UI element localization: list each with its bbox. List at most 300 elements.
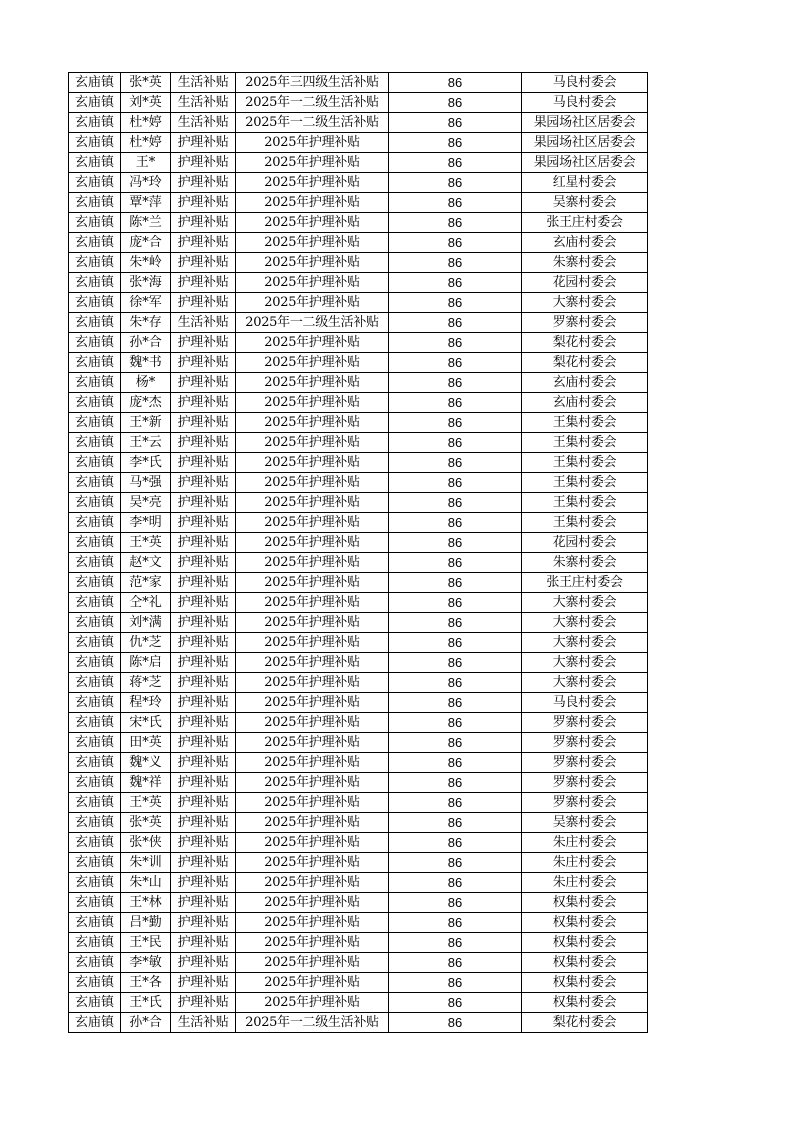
- cell-subsidy-type: 护理补贴: [171, 713, 236, 733]
- cell-name: 杜*婷: [121, 133, 171, 153]
- cell-town: 玄庙镇: [69, 693, 121, 713]
- cell-name: 李*明: [121, 513, 171, 533]
- cell-committee: 罗寨村委会: [522, 753, 648, 773]
- cell-town: 玄庙镇: [69, 313, 121, 333]
- cell-amount: 86: [389, 133, 522, 153]
- cell-town: 玄庙镇: [69, 153, 121, 173]
- cell-committee: 果园场社区居委会: [522, 153, 648, 173]
- cell-amount: 86: [389, 693, 522, 713]
- cell-town: 玄庙镇: [69, 73, 121, 93]
- cell-committee: 权集村委会: [522, 893, 648, 913]
- cell-subsidy-type: 护理补贴: [171, 233, 236, 253]
- table-row: [69, 593, 648, 613]
- cell-town: 玄庙镇: [69, 993, 121, 1013]
- table-row: [69, 733, 648, 753]
- cell-committee: 大寨村委会: [522, 593, 648, 613]
- cell-amount: 86: [389, 953, 522, 973]
- cell-subsidy-type: 护理补贴: [171, 813, 236, 833]
- cell-subsidy-type: 护理补贴: [171, 793, 236, 813]
- cell-name: 王*: [121, 153, 171, 173]
- cell-town: 玄庙镇: [69, 253, 121, 273]
- cell-subsidy-type: 生活补贴: [171, 1013, 236, 1033]
- cell-town: 玄庙镇: [69, 953, 121, 973]
- cell-subsidy-item: 2025年护理补贴: [236, 933, 389, 953]
- cell-subsidy-item: 2025年护理补贴: [236, 613, 389, 633]
- cell-amount: 86: [389, 233, 522, 253]
- cell-committee: 玄庙村委会: [522, 233, 648, 253]
- cell-subsidy-item: 2025年护理补贴: [236, 213, 389, 233]
- cell-name: 庞*杰: [121, 393, 171, 413]
- table-row: [69, 533, 648, 553]
- cell-town: 玄庙镇: [69, 893, 121, 913]
- cell-subsidy-item: 2025年护理补贴: [236, 993, 389, 1013]
- cell-subsidy-type: 护理补贴: [171, 593, 236, 613]
- cell-committee: 玄庙村委会: [522, 373, 648, 393]
- cell-subsidy-type: 护理补贴: [171, 513, 236, 533]
- cell-subsidy-item: 2025年护理补贴: [236, 653, 389, 673]
- cell-subsidy-type: 护理补贴: [171, 533, 236, 553]
- cell-amount: 86: [389, 433, 522, 453]
- cell-committee: 张王庄村委会: [522, 213, 648, 233]
- cell-name: 朱*训: [121, 853, 171, 873]
- cell-committee: 大寨村委会: [522, 673, 648, 693]
- cell-subsidy-type: 护理补贴: [171, 753, 236, 773]
- cell-subsidy-item: 2025年护理补贴: [236, 493, 389, 513]
- cell-subsidy-type: 护理补贴: [171, 353, 236, 373]
- cell-amount: 86: [389, 273, 522, 293]
- cell-name: 王*各: [121, 973, 171, 993]
- cell-subsidy-type: 护理补贴: [171, 933, 236, 953]
- table-row: [69, 373, 648, 393]
- cell-subsidy-type: 护理补贴: [171, 553, 236, 573]
- cell-subsidy-type: 护理补贴: [171, 253, 236, 273]
- cell-subsidy-type: 护理补贴: [171, 833, 236, 853]
- cell-committee: 罗寨村委会: [522, 713, 648, 733]
- cell-town: 玄庙镇: [69, 233, 121, 253]
- cell-town: 玄庙镇: [69, 373, 121, 393]
- cell-amount: 86: [389, 833, 522, 853]
- cell-subsidy-item: 2025年护理补贴: [236, 413, 389, 433]
- cell-amount: 86: [389, 253, 522, 273]
- cell-subsidy-item: 2025年一二级生活补贴: [236, 93, 389, 113]
- cell-subsidy-type: 护理补贴: [171, 973, 236, 993]
- table-row: [69, 1013, 648, 1033]
- cell-subsidy-type: 护理补贴: [171, 993, 236, 1013]
- cell-town: 玄庙镇: [69, 113, 121, 133]
- cell-name: 徐*军: [121, 293, 171, 313]
- table-row: [69, 853, 648, 873]
- cell-amount: 86: [389, 153, 522, 173]
- cell-subsidy-type: 护理补贴: [171, 133, 236, 153]
- cell-name: 王*新: [121, 413, 171, 433]
- cell-committee: 王集村委会: [522, 453, 648, 473]
- cell-subsidy-type: 护理补贴: [171, 693, 236, 713]
- cell-committee: 玄庙村委会: [522, 393, 648, 413]
- cell-committee: 朱庄村委会: [522, 873, 648, 893]
- cell-amount: 86: [389, 733, 522, 753]
- cell-committee: 吴寨村委会: [522, 813, 648, 833]
- table-row: [69, 73, 648, 93]
- cell-committee: 红星村委会: [522, 173, 648, 193]
- cell-town: 玄庙镇: [69, 353, 121, 373]
- table-row: [69, 933, 648, 953]
- cell-amount: 86: [389, 533, 522, 553]
- cell-subsidy-item: 2025年护理补贴: [236, 273, 389, 293]
- cell-subsidy-type: 护理补贴: [171, 433, 236, 453]
- cell-amount: 86: [389, 573, 522, 593]
- table-row: [69, 473, 648, 493]
- cell-town: 玄庙镇: [69, 213, 121, 233]
- subsidy-table: [68, 72, 648, 1033]
- cell-town: 玄庙镇: [69, 393, 121, 413]
- cell-committee: 王集村委会: [522, 473, 648, 493]
- cell-name: 孙*合: [121, 1013, 171, 1033]
- cell-committee: 大寨村委会: [522, 633, 648, 653]
- cell-name: 田*英: [121, 733, 171, 753]
- table-row: [69, 693, 648, 713]
- cell-amount: 86: [389, 1013, 522, 1033]
- table-row: [69, 813, 648, 833]
- cell-subsidy-item: 2025年护理补贴: [236, 953, 389, 973]
- table-row: [69, 773, 648, 793]
- cell-amount: 86: [389, 513, 522, 533]
- cell-town: 玄庙镇: [69, 973, 121, 993]
- cell-amount: 86: [389, 933, 522, 953]
- table-row: [69, 233, 648, 253]
- cell-subsidy-item: 2025年护理补贴: [236, 913, 389, 933]
- cell-amount: 86: [389, 913, 522, 933]
- table-row: [69, 193, 648, 213]
- cell-name: 孙*合: [121, 333, 171, 353]
- table-row: [69, 253, 648, 273]
- cell-committee: 大寨村委会: [522, 613, 648, 633]
- cell-committee: 权集村委会: [522, 973, 648, 993]
- cell-town: 玄庙镇: [69, 1013, 121, 1033]
- cell-town: 玄庙镇: [69, 613, 121, 633]
- cell-town: 玄庙镇: [69, 513, 121, 533]
- table-row: [69, 833, 648, 853]
- table-row: [69, 433, 648, 453]
- cell-subsidy-item: 2025年护理补贴: [236, 893, 389, 913]
- cell-town: 玄庙镇: [69, 473, 121, 493]
- cell-town: 玄庙镇: [69, 593, 121, 613]
- cell-town: 玄庙镇: [69, 493, 121, 513]
- cell-amount: 86: [389, 73, 522, 93]
- cell-amount: 86: [389, 673, 522, 693]
- cell-name: 程*玲: [121, 693, 171, 713]
- cell-name: 王*林: [121, 893, 171, 913]
- cell-subsidy-item: 2025年护理补贴: [236, 573, 389, 593]
- cell-amount: 86: [389, 93, 522, 113]
- cell-committee: 大寨村委会: [522, 293, 648, 313]
- cell-town: 玄庙镇: [69, 713, 121, 733]
- cell-town: 玄庙镇: [69, 533, 121, 553]
- table-row: [69, 513, 648, 533]
- table-row: [69, 633, 648, 653]
- cell-committee: 权集村委会: [522, 933, 648, 953]
- cell-amount: 86: [389, 853, 522, 873]
- table-row: [69, 613, 648, 633]
- cell-subsidy-item: 2025年护理补贴: [236, 293, 389, 313]
- cell-committee: 马良村委会: [522, 73, 648, 93]
- cell-subsidy-item: 2025年护理补贴: [236, 453, 389, 473]
- cell-name: 吴*亮: [121, 493, 171, 513]
- cell-committee: 权集村委会: [522, 913, 648, 933]
- table-body: [69, 73, 648, 1033]
- cell-amount: 86: [389, 213, 522, 233]
- cell-amount: 86: [389, 353, 522, 373]
- table-row: [69, 493, 648, 513]
- cell-amount: 86: [389, 893, 522, 913]
- cell-subsidy-type: 护理补贴: [171, 393, 236, 413]
- cell-town: 玄庙镇: [69, 93, 121, 113]
- cell-name: 宋*氏: [121, 713, 171, 733]
- cell-name: 刘*英: [121, 93, 171, 113]
- cell-subsidy-item: 2025年护理补贴: [236, 553, 389, 573]
- cell-subsidy-item: 2025年护理补贴: [236, 153, 389, 173]
- cell-subsidy-item: 2025年护理补贴: [236, 253, 389, 273]
- cell-amount: 86: [389, 393, 522, 413]
- cell-subsidy-type: 生活补贴: [171, 313, 236, 333]
- cell-name: 陈*兰: [121, 213, 171, 233]
- cell-amount: 86: [389, 613, 522, 633]
- cell-amount: 86: [389, 473, 522, 493]
- cell-committee: 梨花村委会: [522, 1013, 648, 1033]
- cell-committee: 大寨村委会: [522, 653, 648, 673]
- cell-town: 玄庙镇: [69, 553, 121, 573]
- cell-committee: 罗寨村委会: [522, 733, 648, 753]
- cell-committee: 朱庄村委会: [522, 853, 648, 873]
- table-row: [69, 133, 648, 153]
- cell-name: 王*云: [121, 433, 171, 453]
- cell-name: 魏*义: [121, 753, 171, 773]
- cell-subsidy-type: 护理补贴: [171, 853, 236, 873]
- cell-name: 吕*勤: [121, 913, 171, 933]
- cell-subsidy-type: 护理补贴: [171, 613, 236, 633]
- cell-committee: 张王庄村委会: [522, 573, 648, 593]
- table-row: [69, 353, 648, 373]
- cell-town: 玄庙镇: [69, 773, 121, 793]
- cell-committee: 花园村委会: [522, 533, 648, 553]
- cell-town: 玄庙镇: [69, 333, 121, 353]
- cell-subsidy-item: 2025年护理补贴: [236, 193, 389, 213]
- cell-committee: 马良村委会: [522, 93, 648, 113]
- cell-subsidy-type: 护理补贴: [171, 573, 236, 593]
- cell-amount: 86: [389, 313, 522, 333]
- cell-subsidy-item: 2025年护理补贴: [236, 673, 389, 693]
- cell-committee: 朱庄村委会: [522, 833, 648, 853]
- table-row: [69, 393, 648, 413]
- cell-town: 玄庙镇: [69, 293, 121, 313]
- cell-amount: 86: [389, 373, 522, 393]
- table-row: [69, 793, 648, 813]
- cell-amount: 86: [389, 793, 522, 813]
- cell-committee: 果园场社区居委会: [522, 133, 648, 153]
- cell-name: 王*氏: [121, 993, 171, 1013]
- cell-committee: 王集村委会: [522, 433, 648, 453]
- cell-name: 覃*萍: [121, 193, 171, 213]
- cell-subsidy-item: 2025年护理补贴: [236, 353, 389, 373]
- cell-name: 仇*芝: [121, 633, 171, 653]
- cell-name: 朱*山: [121, 873, 171, 893]
- cell-subsidy-type: 护理补贴: [171, 173, 236, 193]
- cell-subsidy-item: 2025年护理补贴: [236, 133, 389, 153]
- cell-committee: 王集村委会: [522, 413, 648, 433]
- cell-amount: 86: [389, 873, 522, 893]
- cell-subsidy-item: 2025年护理补贴: [236, 733, 389, 753]
- table-row: [69, 93, 648, 113]
- cell-subsidy-item: 2025年护理补贴: [236, 833, 389, 853]
- cell-amount: 86: [389, 773, 522, 793]
- cell-subsidy-item: 2025年护理补贴: [236, 173, 389, 193]
- cell-name: 陈*启: [121, 653, 171, 673]
- cell-subsidy-type: 护理补贴: [171, 373, 236, 393]
- cell-subsidy-item: 2025年护理补贴: [236, 633, 389, 653]
- cell-subsidy-item: 2025年护理补贴: [236, 533, 389, 553]
- table-row: [69, 673, 648, 693]
- cell-town: 玄庙镇: [69, 273, 121, 293]
- cell-name: 朱*存: [121, 313, 171, 333]
- cell-committee: 吴寨村委会: [522, 193, 648, 213]
- cell-committee: 朱寨村委会: [522, 253, 648, 273]
- cell-name: 朱*岭: [121, 253, 171, 273]
- cell-amount: 86: [389, 993, 522, 1013]
- cell-subsidy-item: 2025年一二级生活补贴: [236, 313, 389, 333]
- cell-subsidy-type: 护理补贴: [171, 293, 236, 313]
- cell-name: 魏*书: [121, 353, 171, 373]
- cell-subsidy-type: 护理补贴: [171, 873, 236, 893]
- cell-name: 仝*礼: [121, 593, 171, 613]
- cell-town: 玄庙镇: [69, 793, 121, 813]
- cell-name: 张*英: [121, 813, 171, 833]
- cell-name: 赵*文: [121, 553, 171, 573]
- cell-name: 刘*满: [121, 613, 171, 633]
- cell-town: 玄庙镇: [69, 913, 121, 933]
- cell-subsidy-type: 护理补贴: [171, 333, 236, 353]
- cell-subsidy-item: 2025年护理补贴: [236, 793, 389, 813]
- cell-committee: 罗寨村委会: [522, 793, 648, 813]
- table-row: [69, 333, 648, 353]
- cell-subsidy-item: 2025年护理补贴: [236, 753, 389, 773]
- cell-name: 魏*祥: [121, 773, 171, 793]
- table-row: [69, 553, 648, 573]
- cell-subsidy-type: 护理补贴: [171, 953, 236, 973]
- cell-subsidy-item: 2025年护理补贴: [236, 693, 389, 713]
- table-row: [69, 313, 648, 333]
- cell-name: 张*侠: [121, 833, 171, 853]
- cell-amount: 86: [389, 453, 522, 473]
- cell-subsidy-item: 2025年护理补贴: [236, 713, 389, 733]
- table-row: [69, 413, 648, 433]
- cell-town: 玄庙镇: [69, 813, 121, 833]
- cell-subsidy-type: 护理补贴: [171, 453, 236, 473]
- cell-town: 玄庙镇: [69, 753, 121, 773]
- cell-subsidy-item: 2025年护理补贴: [236, 513, 389, 533]
- cell-subsidy-type: 护理补贴: [171, 673, 236, 693]
- cell-subsidy-item: 2025年护理补贴: [236, 593, 389, 613]
- table-row: [69, 453, 648, 473]
- cell-amount: 86: [389, 293, 522, 313]
- cell-town: 玄庙镇: [69, 833, 121, 853]
- table-row: [69, 753, 648, 773]
- cell-subsidy-item: 2025年护理补贴: [236, 393, 389, 413]
- cell-town: 玄庙镇: [69, 413, 121, 433]
- cell-name: 冯*玲: [121, 173, 171, 193]
- table-row: [69, 653, 648, 673]
- cell-subsidy-item: 2025年三四级生活补贴: [236, 73, 389, 93]
- cell-amount: 86: [389, 173, 522, 193]
- cell-subsidy-item: 2025年护理补贴: [236, 973, 389, 993]
- cell-town: 玄庙镇: [69, 453, 121, 473]
- cell-town: 玄庙镇: [69, 193, 121, 213]
- cell-name: 蒋*芝: [121, 673, 171, 693]
- cell-name: 杜*婷: [121, 113, 171, 133]
- cell-name: 王*英: [121, 533, 171, 553]
- cell-subsidy-type: 护理补贴: [171, 273, 236, 293]
- cell-subsidy-item: 2025年护理补贴: [236, 813, 389, 833]
- cell-committee: 权集村委会: [522, 993, 648, 1013]
- cell-amount: 86: [389, 413, 522, 433]
- cell-committee: 朱寨村委会: [522, 553, 648, 573]
- table-row: [69, 953, 648, 973]
- cell-subsidy-type: 护理补贴: [171, 653, 236, 673]
- cell-subsidy-item: 2025年护理补贴: [236, 473, 389, 493]
- cell-town: 玄庙镇: [69, 633, 121, 653]
- cell-town: 玄庙镇: [69, 673, 121, 693]
- cell-amount: 86: [389, 653, 522, 673]
- table-row: [69, 913, 648, 933]
- cell-committee: 王集村委会: [522, 493, 648, 513]
- table-row: [69, 713, 648, 733]
- cell-subsidy-type: 护理补贴: [171, 913, 236, 933]
- cell-subsidy-type: 生活补贴: [171, 73, 236, 93]
- cell-committee: 王集村委会: [522, 513, 648, 533]
- cell-town: 玄庙镇: [69, 433, 121, 453]
- cell-subsidy-item: 2025年护理补贴: [236, 853, 389, 873]
- table-row: [69, 273, 648, 293]
- cell-subsidy-item: 2025年一二级生活补贴: [236, 1013, 389, 1033]
- cell-town: 玄庙镇: [69, 733, 121, 753]
- cell-amount: 86: [389, 553, 522, 573]
- cell-amount: 86: [389, 813, 522, 833]
- cell-subsidy-item: 2025年护理补贴: [236, 873, 389, 893]
- cell-name: 王*英: [121, 793, 171, 813]
- cell-committee: 罗寨村委会: [522, 313, 648, 333]
- cell-amount: 86: [389, 193, 522, 213]
- cell-name: 王*民: [121, 933, 171, 953]
- table-row: [69, 993, 648, 1013]
- cell-name: 张*海: [121, 273, 171, 293]
- cell-name: 庞*合: [121, 233, 171, 253]
- cell-amount: 86: [389, 333, 522, 353]
- table-row: [69, 573, 648, 593]
- cell-subsidy-type: 护理补贴: [171, 473, 236, 493]
- cell-town: 玄庙镇: [69, 653, 121, 673]
- table-row: [69, 893, 648, 913]
- cell-subsidy-type: 护理补贴: [171, 213, 236, 233]
- table-row: [69, 973, 648, 993]
- cell-committee: 梨花村委会: [522, 333, 648, 353]
- cell-subsidy-type: 生活补贴: [171, 93, 236, 113]
- cell-subsidy-type: 护理补贴: [171, 633, 236, 653]
- cell-name: 李*敏: [121, 953, 171, 973]
- cell-amount: 86: [389, 593, 522, 613]
- cell-subsidy-type: 护理补贴: [171, 893, 236, 913]
- cell-committee: 梨花村委会: [522, 353, 648, 373]
- cell-subsidy-item: 2025年护理补贴: [236, 233, 389, 253]
- cell-subsidy-type: 护理补贴: [171, 153, 236, 173]
- cell-committee: 权集村委会: [522, 953, 648, 973]
